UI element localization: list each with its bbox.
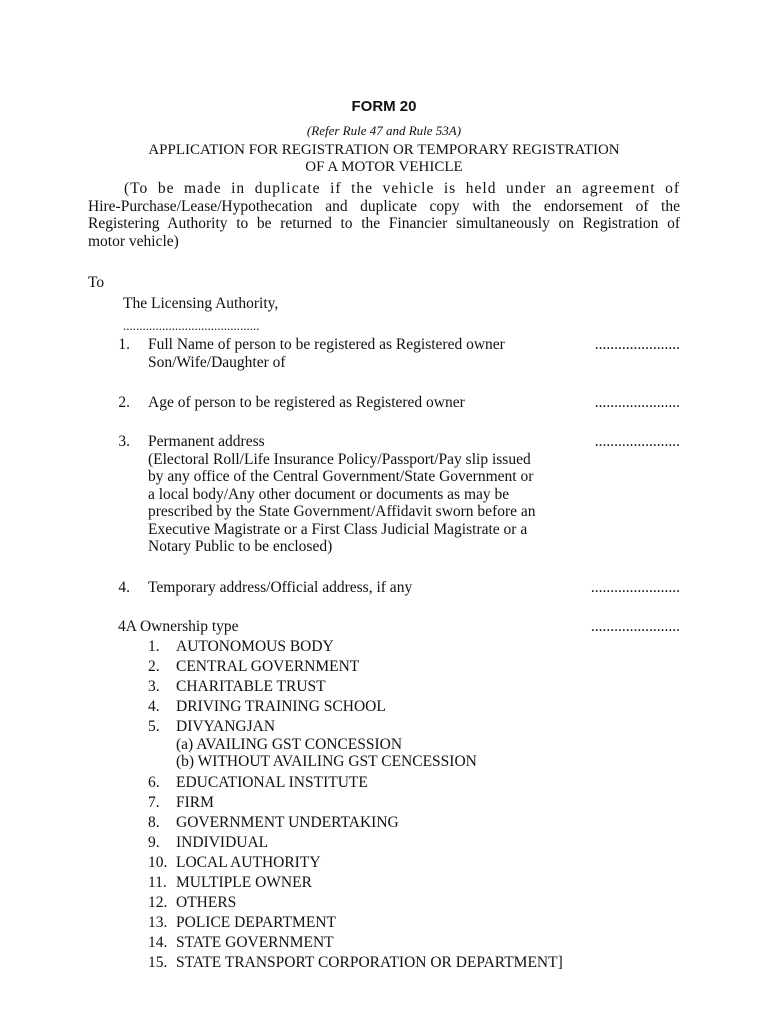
ownership-option-number: 15. — [148, 954, 168, 971]
ownership-option-label: FIRM — [176, 794, 214, 811]
ownership-option-label: DRIVING TRAINING SCHOOL — [176, 698, 386, 715]
fill-in-dots: ....................... — [590, 618, 680, 635]
fill-in-dots: ....................... — [590, 579, 680, 596]
ownership-option-label: (b) WITHOUT AVAILING GST CENCESSION — [176, 753, 477, 770]
ownership-option-number: 10. — [148, 854, 168, 871]
ownership-option-number: 1. — [148, 638, 160, 655]
intro-line: Registering Authority to be returned to the Financier simultaneously on Registration of — [88, 215, 680, 232]
intro-line: Hire-Purchase/Lease/Hypothecation and duplicate copy with the endorsement of the — [88, 197, 680, 215]
item-text: Son/Wife/Daughter of — [148, 353, 286, 371]
ownership-option-number: 4. — [148, 698, 160, 715]
item-text: Full Name of person to be registered as Registered owner — [148, 336, 505, 353]
form-subtitle: (Refer Rule 47 and Rule 53A) — [306, 123, 462, 138]
fill-in-dots: ...................... — [594, 394, 680, 411]
item-number: 1. — [118, 336, 130, 353]
intro-line: motor vehicle) — [88, 232, 179, 250]
ownership-option-label: POLICE DEPARTMENT — [176, 914, 336, 931]
ownership-option-number: 12. — [148, 894, 168, 911]
ownership-option-label: CENTRAL GOVERNMENT — [176, 658, 360, 675]
ownership-option-label: MULTIPLE OWNER — [176, 874, 312, 891]
ownership-option-label: (a) AVAILING GST CONCESSION — [176, 736, 403, 753]
item-permanent-address — [148, 433, 536, 556]
ownership-option-label: STATE GOVERNMENT — [176, 934, 334, 951]
ownership-option-number: 11. — [148, 874, 167, 891]
item-text: Executive Magistrate or a First Class Judicial Magistrate or a — [148, 520, 528, 538]
ownership-option-number: 8. — [148, 814, 160, 831]
item-number: 3. — [118, 433, 130, 450]
item-text: Notary Public to be enclosed) — [148, 538, 333, 555]
intro-line: (To be made in duplicate if the vehicle is held under an agreement of — [124, 180, 680, 197]
addressee-dots: .......................................... — [123, 318, 260, 333]
item-number: 4. — [118, 579, 130, 596]
item-text: Temporary address/Official address, if any — [148, 579, 413, 596]
ownership-option-number: 13. — [148, 914, 168, 931]
ownership-option-number: 14. — [148, 934, 168, 951]
item-text: by any office of the Central Government/State Government or — [148, 468, 534, 485]
item-text: a local body/Any other document or documents as may be — [148, 485, 510, 503]
ownership-option-label: LOCAL AUTHORITY — [176, 854, 321, 871]
to-label: To — [88, 274, 105, 291]
ownership-option-label: AUTONOMOUS BODY — [176, 638, 334, 655]
ownership-option-label: DIVYANGJAN — [176, 718, 276, 735]
ownership-option-label: GOVERNMENT UNDERTAKING — [176, 814, 399, 831]
ownership-option-label: INDIVIDUAL — [176, 834, 269, 851]
ownership-option-label: CHARITABLE TRUST — [176, 678, 326, 695]
item-number: 2. — [118, 394, 130, 411]
form-title: FORM 20 — [351, 98, 417, 115]
item-full-name — [148, 336, 505, 371]
ownership-option-label: STATE TRANSPORT CORPORATION OR DEPARTMENT] — [176, 954, 563, 971]
form-heading-line2: OF A MOTOR VEHICLE — [305, 159, 463, 175]
ownership-option-label: OTHERS — [176, 894, 237, 911]
ownership-option-number: 5. — [148, 718, 160, 735]
item-text: Permanent address — [148, 433, 265, 450]
item-age — [148, 394, 465, 412]
ownership-option-number: 3. — [148, 678, 160, 695]
intro-paragraph — [88, 180, 680, 250]
form-heading-line1: APPLICATION FOR REGISTRATION OR TEMPORARY REGISTRATION — [148, 142, 620, 158]
fill-in-dots: ...................... — [594, 433, 680, 450]
ownership-option-number: 9. — [148, 834, 160, 851]
ownership-option-label: EDUCATIONAL INSTITUTE — [176, 774, 368, 791]
addressee: The Licensing Authority, — [123, 295, 279, 312]
item-text: Age of person to be registered as Registered owner — [148, 394, 465, 411]
item-temporary-address — [148, 579, 412, 597]
fill-in-dots: ...................... — [594, 336, 680, 353]
item-text: (Electoral Roll/Life Insurance Policy/Passport/Pay slip issued — [148, 450, 531, 468]
ownership-option-number: 2. — [148, 658, 160, 675]
ownership-option-number: 7. — [148, 794, 160, 811]
item-text: prescribed by the State Government/Affidavit sworn before an — [148, 503, 536, 520]
ownership-type-label: 4A Ownership type — [118, 618, 239, 635]
ownership-option-number: 6. — [148, 774, 160, 791]
